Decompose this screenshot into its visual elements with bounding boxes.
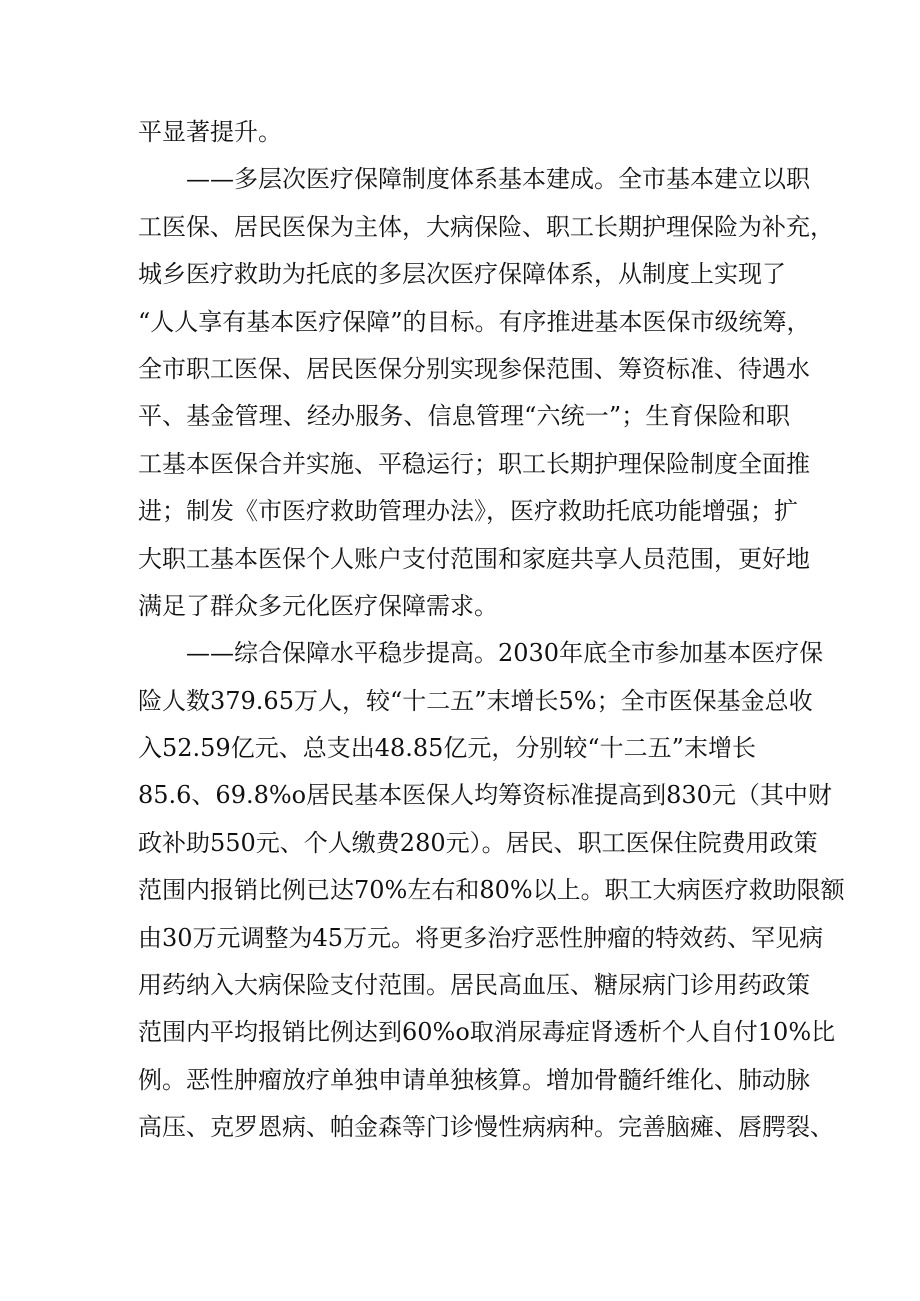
- text-line: 范围内报销比例已达70%左右和80%以上。职工大病医疗救助限额: [138, 876, 845, 905]
- text-line: 大职工基本医保个人账户支付范围和家庭共享人员范围，更好地: [138, 544, 810, 573]
- text-line: 例。恶性肿瘤放疗单独申请单独核算。增加骨髓纤维化、肺动脉: [138, 1065, 810, 1094]
- text-line: 平、基金管理、经办服务、信息管理“六统一”；生育保险和职: [138, 402, 790, 431]
- text-line: “人人享有基本医疗保障”的目标。有序推进基本医保市级统筹，: [138, 307, 811, 336]
- text-line: 工医保、居民医保为主体，大病保险、职工长期护理保险为补充，: [138, 212, 834, 241]
- text-line: ——综合保障水平稳步提高。2030年底全市参加基本医疗保: [186, 639, 824, 668]
- text-line: 由30万元调整为45万元。将更多治疗恶性肿瘤的特效药、罕见病: [138, 923, 824, 952]
- text-line: 平显著提升。: [138, 118, 282, 146]
- text-line: 进；制发《市医疗救助管理办法》，医疗救助托底功能增强；扩: [138, 497, 798, 526]
- text-line: 用药纳入大病保险支付范围。居民高血压、糖尿病门诊用药政策: [138, 971, 810, 1000]
- text-line: 满足了群众多元化医疗保障需求。: [138, 591, 498, 620]
- text-line: 工基本医保合并实施、平稳运行；职工长期护理保险制度全面推: [138, 449, 810, 478]
- text-line: 城乡医疗救助为托底的多层次医疗保障体系，从制度上实现了: [138, 260, 786, 289]
- text-line: 高压、克罗恩病、帕金森等门诊慢性病病种。完善脑瘫、唇腭裂、: [138, 1113, 834, 1142]
- text-line: 全市职工医保、居民医保分别实现参保范围、筹资标准、待遇水: [138, 354, 810, 383]
- document-body: [138, 109, 845, 1152]
- text-line: 险人数379.65万人，较“十二五”末增长5%；全市医保基金总收: [138, 686, 813, 715]
- text-line: ——多层次医疗保障制度体系基本建成。全市基本建立以职: [186, 165, 810, 194]
- text-line: 范围内平均报销比例达到60%o取消尿毒症肾透析个人自付10%比: [138, 1018, 836, 1047]
- text-line: 政补助550元、个人缴费280元）。居民、职工医保住院费用政策: [138, 828, 818, 857]
- text-line: 入52.59亿元、总支出48.85亿元，分别较“十二五”末增长: [138, 734, 756, 763]
- text-line: 85.6、69.8%o居民基本医保人均筹资标准提高到830元（其中财: [138, 781, 832, 810]
